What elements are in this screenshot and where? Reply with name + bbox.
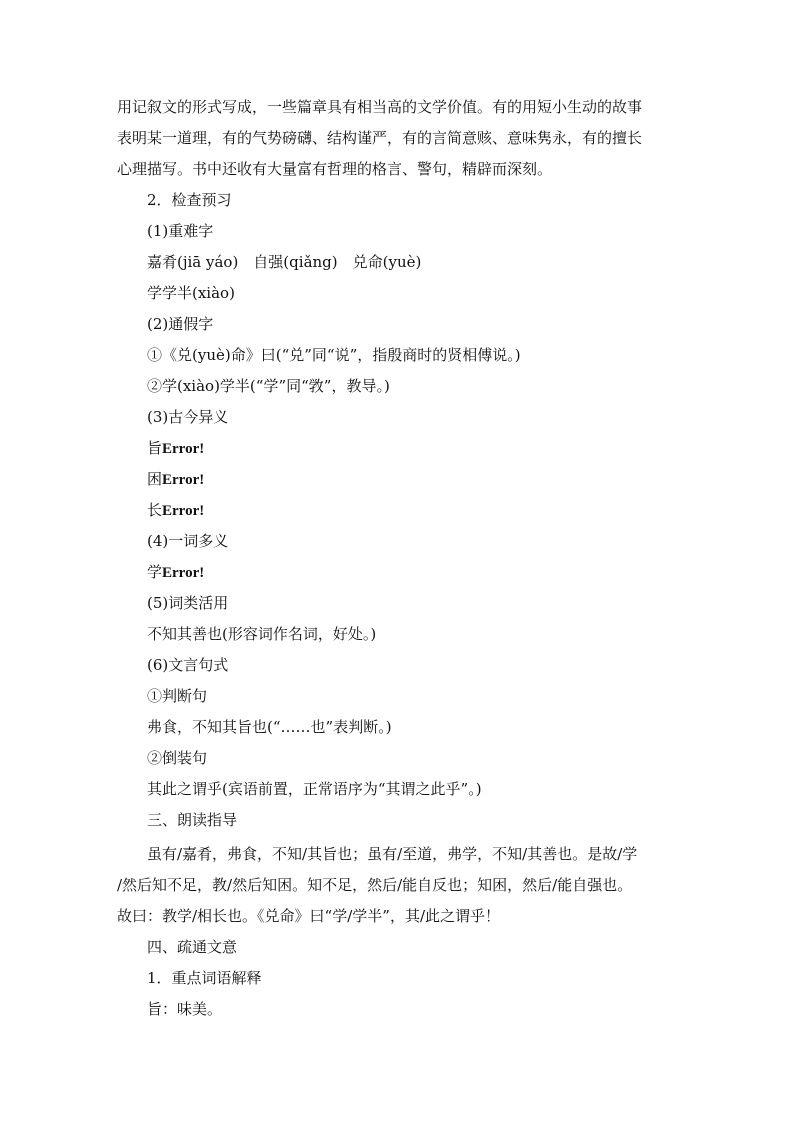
difficult-chars-line-1: 嘉肴(jiā yáo) 自强(qiǎng) 兑命(yuè)	[147, 253, 422, 271]
difficult-chars-heading: (1)重难字	[147, 222, 214, 240]
jushi-daozhuang: ②倒装句	[147, 749, 208, 767]
meaning-heading: 四、疏通文意	[147, 938, 238, 956]
error-text: Error!	[162, 472, 205, 488]
reading-line-2: /然后知不足，教/然后知困。知不足，然后/能自反也；知困，然后/能自强也。	[117, 876, 633, 894]
difficult-chars-line-2: 学学半(xiào)	[147, 284, 235, 302]
meaning-item: 旨：味美。	[147, 1000, 223, 1018]
tongjia-item-1: ①《兑(yuè)命》曰(“兑”同“说”，指殷商时的贤相傅说。)	[147, 346, 521, 364]
tongjia-item-2: ②学(xiào)学半(“学”同“敩”，教导。)	[147, 377, 390, 395]
jushi-daozhuang-example: 其此之谓乎(宾语前置，正常语序为“其谓之此乎”。)	[147, 780, 482, 798]
intro-line-1: 用记叙文的形式写成，一些篇章具有相当高的文学价值。有的用短小生动的故事	[117, 98, 643, 116]
error-text: Error!	[162, 441, 205, 457]
duoyi-item-xue	[147, 560, 204, 584]
reading-line-1: 虽有/嘉肴，弗食，不知/其旨也；虽有/至道，弗学，不知/其善也。是故/学	[147, 845, 638, 863]
jushi-panduan-example: 弗食，不知其旨也(“……也”表判断。)	[147, 718, 392, 736]
duoyi-char: 学	[147, 563, 163, 581]
intro-line-2: 表明某一道理，有的气势磅礴、结构谨严，有的言简意赅、意味隽永，有的擅长	[117, 129, 643, 147]
error-text: Error!	[162, 503, 205, 519]
gujin-item-zhang	[147, 498, 204, 522]
preview-heading: 2．检查预习	[147, 191, 232, 209]
gujin-item-zhi	[147, 436, 204, 460]
jushi-panduan: ①判断句	[147, 687, 208, 705]
meaning-subheading: 1．重点词语解释	[147, 969, 262, 987]
reading-line-3: 故曰：教学/相长也。《兑命》曰“学/学半”，其/此之谓乎！	[117, 907, 501, 925]
gujin-char: 长	[147, 501, 163, 519]
gujin-char: 困	[147, 470, 163, 488]
duoyi-heading: (4)一词多义	[147, 532, 229, 550]
reading-heading: 三、朗读指导	[147, 811, 238, 829]
gujin-heading: (3)古今异义	[147, 408, 229, 426]
jushi-heading: (6)文言句式	[147, 656, 229, 674]
error-text: Error!	[162, 565, 205, 581]
tongjia-heading: (2)通假字	[147, 315, 214, 333]
huoyong-item: 不知其善也(形容词作名词，好处。)	[147, 625, 377, 643]
intro-line-3: 心理描写。书中还收有大量富有哲理的格言、警句，精辟而深刻。	[117, 160, 553, 178]
gujin-char: 旨	[147, 439, 163, 457]
gujin-item-kun	[147, 467, 204, 491]
huoyong-heading: (5)词类活用	[147, 594, 229, 612]
